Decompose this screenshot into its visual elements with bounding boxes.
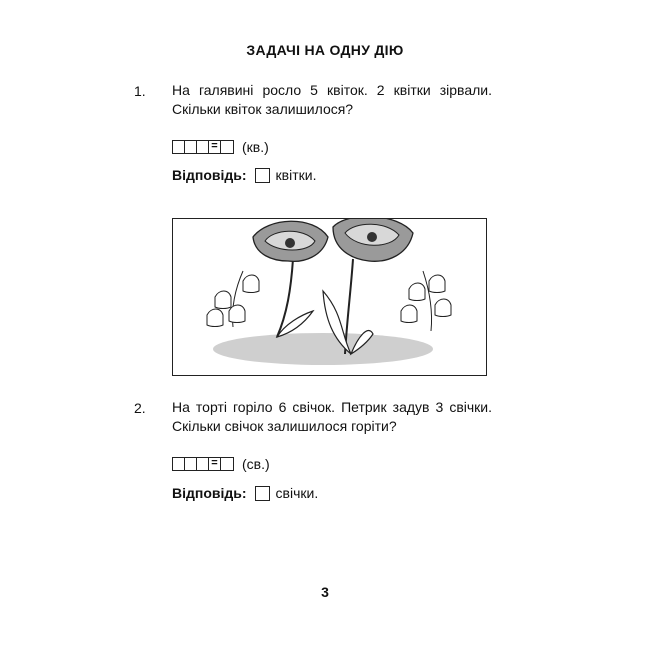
formula-result-cell[interactable] xyxy=(221,458,233,470)
equals-sign: = xyxy=(209,458,221,470)
task-2-formula xyxy=(172,456,270,472)
task-1-answer-label: Відповідь: xyxy=(172,167,247,183)
task-1-formula xyxy=(172,139,269,155)
formula-cell[interactable] xyxy=(173,141,185,153)
formula-cell[interactable] xyxy=(185,458,197,470)
task-2-unit: (св.) xyxy=(242,456,270,472)
task-2-line-2: Скільки свічок залишилося горіти? xyxy=(172,418,397,434)
task-2-answer xyxy=(172,485,318,501)
page-title: ЗАДАЧІ НА ОДНУ ДІЮ xyxy=(246,42,404,58)
task-1-text xyxy=(172,81,492,119)
task-2-line-1: На торті горіло 6 свічок. Петрик задув 3 свічки. xyxy=(172,399,492,415)
task-1-formula-boxes xyxy=(172,140,234,154)
task-1-answer-suffix: квітки. xyxy=(275,167,317,183)
task-2-answer-suffix: свічки. xyxy=(275,485,319,501)
task-2-text xyxy=(172,398,492,436)
formula-cell[interactable] xyxy=(197,458,209,470)
task-2-number: 2. xyxy=(134,400,146,416)
task-1-answer xyxy=(172,167,316,183)
flowers-illustration xyxy=(172,218,487,376)
task-2-formula-boxes xyxy=(172,457,234,471)
formula-cell[interactable] xyxy=(185,141,197,153)
page-number: 3 xyxy=(321,584,329,600)
task-1-line-1: На галявині росло 5 квіток. 2 квітки зірвали. xyxy=(172,82,492,98)
formula-cell[interactable] xyxy=(197,141,209,153)
task-1-answer-box[interactable] xyxy=(255,168,270,183)
task-2-answer-box[interactable] xyxy=(255,486,270,501)
task-1-number: 1. xyxy=(134,83,146,99)
equals-sign: = xyxy=(209,141,221,153)
formula-cell[interactable] xyxy=(173,458,185,470)
formula-result-cell[interactable] xyxy=(221,141,233,153)
flowers-icon xyxy=(173,219,486,375)
task-1-line-2: Скільки квіток залишилося? xyxy=(172,101,354,117)
task-2-answer-label: Відповідь: xyxy=(172,485,247,501)
task-1-unit: (кв.) xyxy=(242,139,269,155)
